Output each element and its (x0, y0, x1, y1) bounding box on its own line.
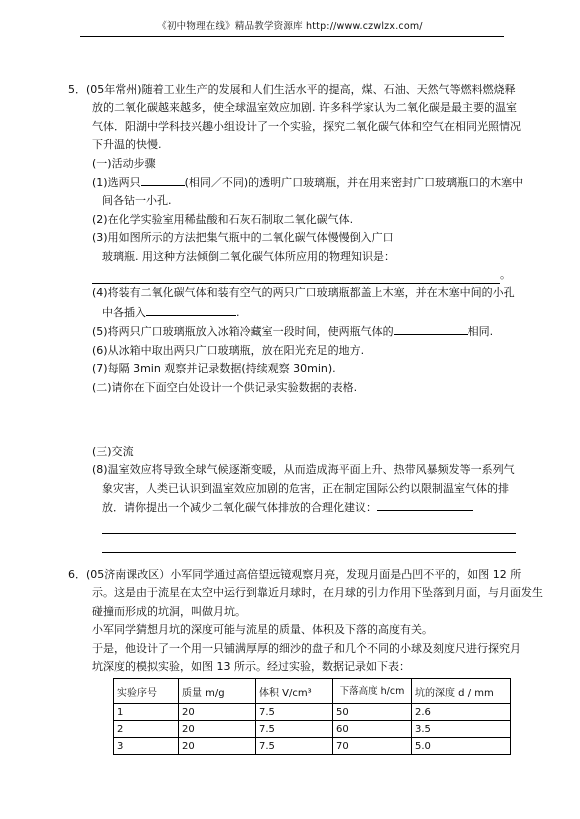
cell-depth: 5.0 (412, 738, 511, 755)
cell-mass: 20 (179, 738, 256, 755)
q5-step-3: (3)用如图所示的方法把集气瓶中的二氧化碳气体慢慢倒入广口 (92, 231, 394, 245)
col-header-trial: 实验序号 (114, 679, 179, 704)
q5-answer-line-2[interactable] (102, 537, 516, 553)
cell-volume: 7.5 (256, 704, 333, 721)
cell-mass: 20 (179, 721, 256, 738)
q6-line-6: 坑深度的模拟实验，如图 13 所示。经过实验，数据记录如下表： (92, 660, 410, 674)
q5-blank-suggestion[interactable] (377, 498, 473, 511)
page-header: 《初中物理在线》精品教学资源库 http://www.czwlzx.com/ (157, 21, 423, 32)
q6-line-1: 6．(05济南课改区）小军同学通过高倍望远镜观察月亮，发现月面是凸凹不平的，如图 12 所 (68, 568, 522, 581)
question-5 (68, 81, 548, 397)
col-header-mass: 质量 m/g (179, 679, 256, 704)
q5-step-1-text-b: (相同／不同)的透明广口玻璃瓶，并在用来密封广口玻璃瓶口的木塞中 (184, 176, 524, 190)
cell-height: 50 (333, 704, 412, 721)
q5-intro-line-1: 5．(05年常州)随着工业生产的发展和人们生活水平的提高，煤、石油、天然气等燃料燃烧释 (68, 83, 516, 96)
table-row (114, 738, 511, 755)
cell-volume: 7.5 (256, 738, 333, 755)
q5-step-5-text-b: 相同. (467, 325, 494, 339)
header-rule (80, 36, 504, 37)
q5-step-1 (68, 173, 548, 192)
q5-blank-physics-knowledge[interactable] (92, 271, 500, 284)
q6-line-5: 于是，他设计了一个用一只铺满厚厚的细沙的盘子和几个不同的小球及刻度尺进行探究月 (92, 641, 521, 655)
col-header-height: 下落高度 h/cm (333, 679, 412, 704)
q5-step-2: (2)在化学实验室用稀盐酸和石灰石制取二氧化碳气体. (92, 212, 354, 226)
q6-line-2: 示。这是由于流星在太空中运行到靠近月球时，在月球的引力作用下坠落到月面，与月面发生 (92, 586, 543, 600)
q5-section-table: (二)请你在下面空白处设计一个供记录实验数据的表格. (92, 380, 358, 394)
q5-step-7: (7)每隔 3min 观察并记录数据(持续观察 30min). (92, 362, 336, 376)
cell-depth: 3.5 (412, 721, 511, 738)
q5-section-exchange: (三)交流 (92, 445, 134, 458)
q5-step-6: (6)从冰箱中取出两只广口玻璃瓶，放在阳光充足的地方. (92, 343, 365, 357)
q5-step-3-end: 。 (500, 268, 511, 282)
question-5-exchange (68, 443, 548, 553)
q5-section-steps: (一)活动步骤 (92, 156, 156, 170)
q5-blank-insert[interactable] (146, 303, 236, 316)
q5-blank-same-property[interactable] (394, 322, 468, 335)
q5-intro-line-2: 放的二氧化碳越来越多，使全球温室效应加剧. 许多科学家认为二氧化碳是最主要的温室 (92, 101, 517, 115)
q5-step-8-cont-1: 象灾害，人类已认识到温室效应加剧的危害，正在制定国际公约以限制温室气体的排 (102, 481, 509, 495)
question-6 (68, 566, 548, 676)
cell-trial: 3 (114, 738, 179, 755)
q6-line-3: 碰撞而形成的坑洞，叫做月坑。 (92, 604, 246, 618)
table-row (114, 704, 511, 721)
q5-step-8: (8)温室效应将导致全球气候逐渐变暖，从而造成海平面上升、热带风暴频发等一系列气 (92, 463, 515, 477)
q5-step-4-text-b: 中各插入 (102, 305, 146, 319)
cell-mass: 20 (179, 704, 256, 721)
table-header-row (114, 679, 511, 704)
experiment-data-table (113, 678, 511, 755)
q5-step-5 (68, 322, 548, 341)
q5-step-1-text-a: (1)选两只 (92, 176, 141, 190)
q5-step-8-text-c: 放．请你提出一个减少二氧化碳气体排放的合理化建议： (102, 501, 377, 515)
q5-step-8-cont-2 (68, 498, 548, 517)
cell-volume: 7.5 (256, 721, 333, 738)
q5-intro-line-4: 下升温的快慢. (92, 138, 162, 152)
q5-step-4-text-c: . (236, 305, 240, 319)
table-row (114, 721, 511, 738)
q5-step-4: (4)将装有二氧化碳气体和装有空气的两只广口玻璃瓶都盖上木塞，并在木塞中间的小孔 (92, 286, 515, 300)
col-header-volume: 体积 V/cm³ (256, 679, 333, 704)
q5-step-5-text-a: (5)将两只广口玻璃瓶放入冰箱冷藏室一段时间，使两瓶气体的 (92, 325, 394, 339)
cell-height: 70 (333, 738, 412, 755)
q6-line-4: 小军同学猜想月坑的深度可能与流星的质量、体积及下落的高度有关。 (92, 623, 433, 637)
cell-trial: 1 (114, 704, 179, 721)
cell-depth: 2.6 (412, 704, 511, 721)
cell-height: 60 (333, 721, 412, 738)
q5-step-3-answer-row (68, 266, 548, 284)
q5-step-1-cont: 间各钻一小孔. (102, 194, 172, 208)
q5-step-4-cont (68, 303, 548, 322)
q5-step-3-cont: 玻璃瓶. 用这种方法倾倒二氧化碳气体所应用的物理知识是： (102, 249, 395, 263)
q5-answer-line-1[interactable] (102, 518, 516, 534)
q5-intro-line-3: 气体．阳湖中学科技兴趣小组设计了一个实验，探究二氧化碳气体和空气在相同光照情况 (92, 119, 521, 133)
col-header-depth: 坑的深度 d / mm (412, 679, 511, 704)
q5-blank-same-different[interactable] (141, 173, 185, 186)
cell-trial: 2 (114, 721, 179, 738)
